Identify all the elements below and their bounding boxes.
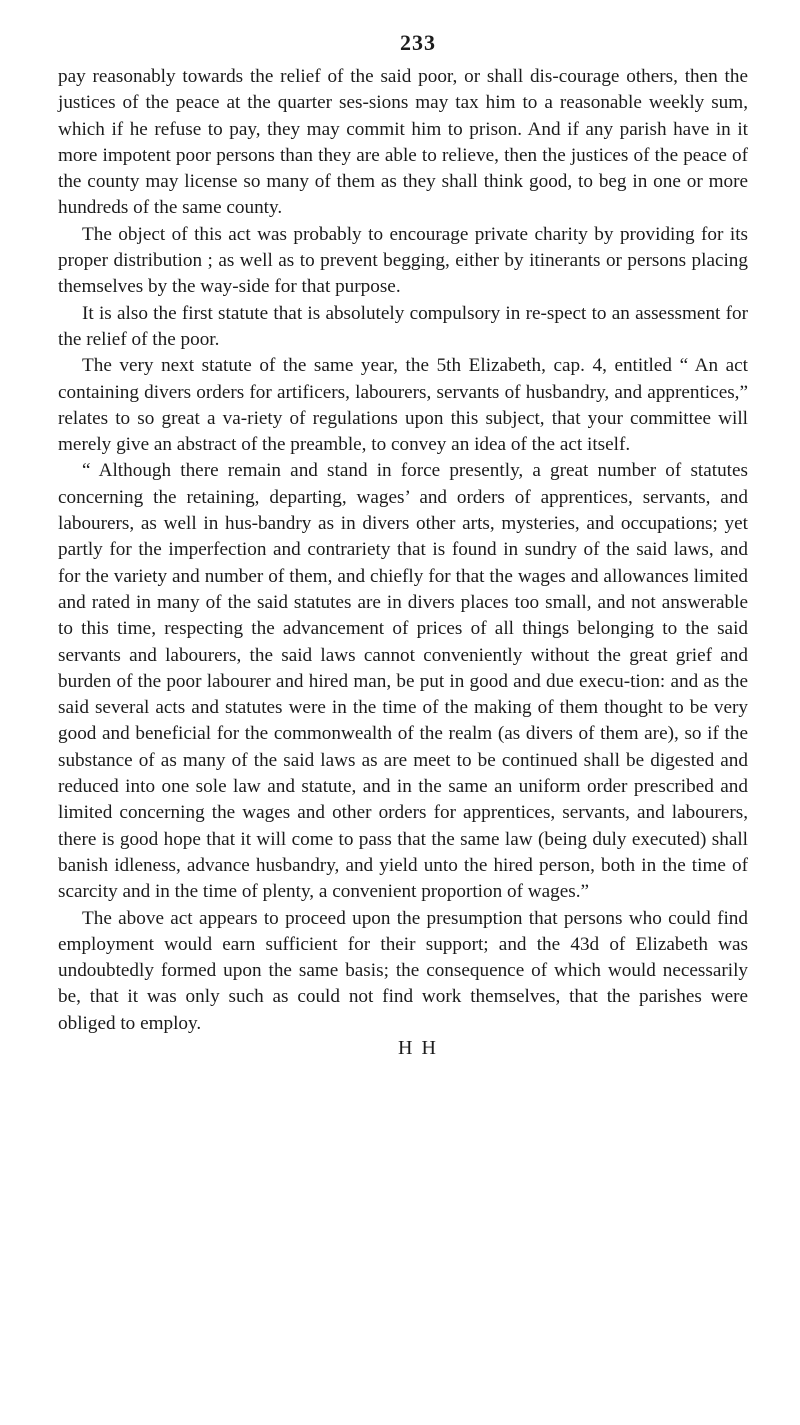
paragraph: The object of this act was probably to encourage private charity by providing for its proper distribution ; as well as to prevent begging, either by itinerants or persons placing themselves by the way-side for that purpose. bbox=[58, 223, 748, 298]
body-text bbox=[58, 64, 748, 1037]
paragraph: The above act appears to proceed upon the presumption that persons who could find employment would earn sufficient for their support; and the 43d of Elizabeth was undoubtedly formed upon the same basis; the consequence of which would necessarily be, that it was only such as could not find work themselves, that the parishes were obliged to employ. bbox=[58, 907, 748, 1034]
quotation-paragraph: “ Although there remain and stand in force presently, a great number of statutes concerning the retaining, departing, wages’ and orders of apprentices, servants, and labourers, as well in hus-bandry as in divers other arts, mysteries, and occupations; yet partly for the imperfection and contrariety that is found in sundry of the said laws, and for the variety and number of them, and chiefly for that the wages and allowances limited and rated in many of the said statutes are in divers places too small, and not answerable to this time, respecting the advancement of prices of all things belonging to the said servants and labourers, the said laws cannot conveniently without the great grief and burden of the poor labourer and hired man, be put in good and due execu-tion: and as the said several acts and statutes were in the time of the making of them thought to be very good and beneficial for the commonwealth of the realm (as divers of them are), so if the substance of as many of the said laws as are meet to be continued shall be digested and reduced into one sole law and statute, and in the same an uniform order prescribed and limited concerning the wages and other orders for apprentices, servants, and labourers, there is good hope that it will come to pass that the same law (being duly executed) shall banish idleness, advance husbandry, and yield unto the hired person, both in the time of scarcity and in the time of plenty, a convenient proportion of wages.” bbox=[58, 460, 748, 903]
signature-mark: H H bbox=[398, 1036, 438, 1059]
paragraph: pay reasonably towards the relief of the said poor, or shall dis-courage others, then the justices of the peace at the quarter ses-sions may tax him to a reasonable weekly sum, which if he refuse to pay, they may commit him to prison. And if any parish have in it more impotent poor persons than they are able to relieve, then the justices of the peace of the county may license so many of them as they shall think good, to beg in one or more hundreds of the same county. bbox=[58, 66, 748, 219]
document-page bbox=[58, 30, 748, 1060]
paragraph: The very next statute of the same year, the 5th Elizabeth, cap. 4, entitled “ An act containing divers orders for artificers, labourers, servants of husbandry, and apprentices,” relates to so great a va-riety of regulations upon this subject, that your committee will merely give an abstract of the preamble, to convey an idea of the act itself. bbox=[58, 355, 748, 456]
paragraph: It is also the first statute that is absolutely compulsory in re-spect to an assessment for the relief of the poor. bbox=[58, 302, 748, 350]
page-number: 233 bbox=[400, 30, 436, 55]
